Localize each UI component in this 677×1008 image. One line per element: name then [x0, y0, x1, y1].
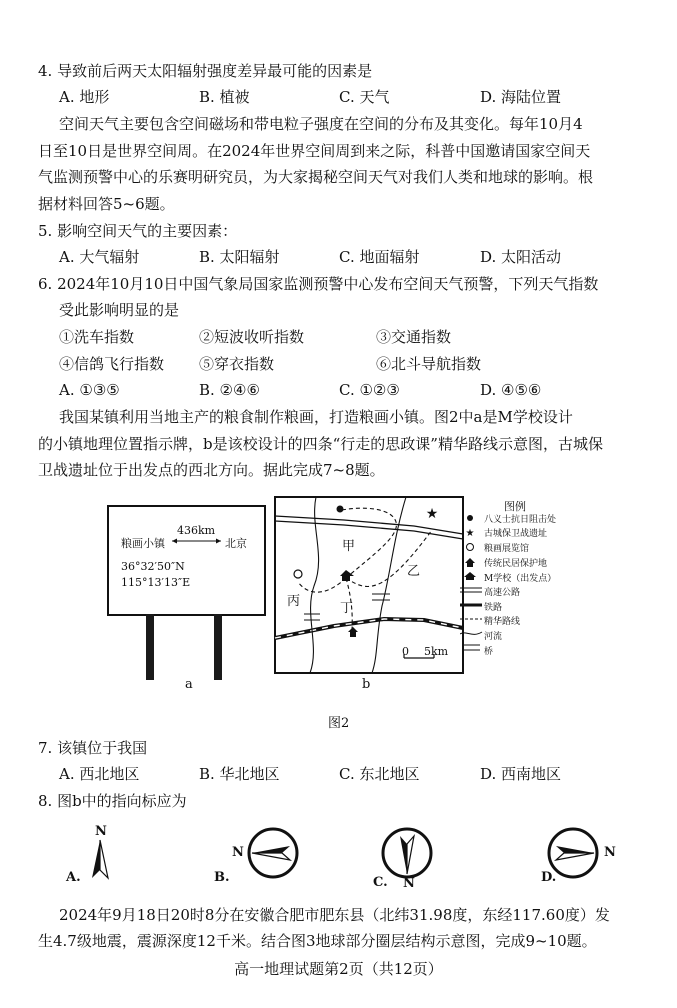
q7-stem: 7. 该镇位于我国 — [38, 739, 148, 757]
legend-item-3: 粮画展览馆 — [484, 544, 530, 554]
sign-longitude: 115°13′13″E — [121, 576, 191, 589]
q4-option-d: D. 海陆位置 — [480, 88, 562, 106]
q7-option-c: C. 东北地区 — [339, 765, 420, 783]
passage3-line-1: 2024年9月18日20时8分在安徽合肥市肥东县（北纬31.98度，东经117.60度）发 — [59, 906, 610, 924]
q8-option-a: A. — [66, 870, 81, 885]
legend-item-10: 桥 — [484, 647, 494, 657]
q5-stem: 5. 影响空间天气的主要因素： — [38, 222, 238, 240]
sign-post-left — [146, 614, 154, 680]
compass-a-n-label: N — [95, 824, 107, 839]
compass-c-north-down-icon — [380, 826, 434, 880]
q5-option-a: A. 大气辐射 — [59, 248, 140, 266]
figure-sublabel-b: b — [362, 677, 371, 692]
q6-option-c: C. ①②③ — [339, 381, 400, 399]
compass-d-n-label: N — [604, 845, 616, 860]
page-footer: 高一地理试题第2页（共12页） — [234, 960, 443, 978]
q8-option-b: B. — [214, 870, 230, 885]
svg-text:★: ★ — [465, 528, 475, 539]
q4-stem: 4. 导致前后两天太阳辐射强度差异最可能的因素是 — [38, 62, 373, 80]
q6-item-5: ⑤穿衣指数 — [199, 355, 275, 373]
compass-b-north-left-icon — [246, 826, 300, 880]
sign-town-name: 粮画小镇 — [121, 537, 165, 550]
legend-item-9: 河流 — [484, 632, 503, 642]
sign-destination: 北京 — [225, 537, 247, 550]
q6-stem-line-2: 受此影响明显的是 — [59, 301, 180, 319]
compass-c-n-label: N — [403, 876, 415, 891]
passage2-line-3: 卫战遗址位于出发点的西北方向。据此完成7~8题。 — [38, 461, 385, 479]
q6-option-a: A. ①③⑤ — [59, 381, 120, 399]
q6-option-b: B. ②④⑥ — [199, 381, 260, 399]
svg-text:★: ★ — [425, 506, 439, 522]
compass-a-north-up-icon — [80, 838, 120, 884]
q4-option-c: C. 天气 — [339, 88, 390, 106]
map-label-ding: 丁 — [340, 601, 354, 616]
q5-option-c: C. 地面辐射 — [339, 248, 420, 266]
passage3-line-2: 生4.7级地震，震源深度12千米。结合图3地球部分圈层结构示意图，完成9~10题。 — [38, 932, 597, 950]
legend-item-2: 古城保卫战遗址 — [484, 529, 548, 539]
q6-option-d: D. ④⑤⑥ — [480, 381, 542, 399]
q7-option-d: D. 西南地区 — [480, 765, 562, 783]
passage2-line-2: 的小镇地理位置指示牌，b是该校设计的四条“行走的思政课”精华路线示意图，古城保 — [38, 435, 603, 453]
passage2-line-1: 我国某镇利用当地主产的粮食制作粮画，打造粮画小镇。图2中a是M学校设计 — [59, 408, 573, 426]
location-sign-board — [107, 505, 266, 616]
q4-option-b: B. 植被 — [199, 88, 250, 106]
legend-item-4: 传统民居保护地 — [484, 559, 548, 569]
q5-option-b: B. 太阳辐射 — [199, 248, 280, 266]
figure-caption: 图2 — [328, 716, 350, 731]
sign-post-right — [214, 614, 222, 680]
q7-option-b: B. 华北地区 — [199, 765, 280, 783]
q6-item-2: ②短波收听指数 — [199, 328, 305, 346]
q6-item-1: ①洗车指数 — [59, 328, 135, 346]
compass-b-n-label: N — [232, 845, 244, 860]
passage1-line-1: 空间天气主要包含空间磁场和带电粒子强度在空间的分布及其变化。每年10月4 — [59, 115, 583, 133]
q7-option-a: A. 西北地区 — [59, 765, 140, 783]
legend-title: 图例 — [504, 500, 526, 513]
q5-option-d: D. 太阳活动 — [480, 248, 562, 266]
q8-option-c: C. — [373, 875, 388, 890]
passage1-line-2: 日至10日是世界空间周。在2024年世界空间周到来之际，科普中国邀请国家空间天 — [38, 142, 591, 160]
legend-item-7: 铁路 — [484, 603, 503, 613]
legend-item-1: 八义士抗日阻击处 — [484, 515, 557, 525]
q4-option-a: A. 地形 — [59, 88, 110, 106]
q8-stem: 8. 图b中的指向标应为 — [38, 792, 187, 810]
map-label-bing: 丙 — [287, 594, 301, 609]
figure-sublabel-a: a — [185, 677, 193, 692]
legend-item-5: M学校（出发点） — [484, 574, 557, 584]
legend-symbols — [460, 512, 486, 672]
passage1-line-3: 气监测预警中心的乐赛明研究员，为大家揭秘空间天气对我们人类和地球的影响。根 — [38, 168, 594, 186]
sign-distance: 436km — [177, 524, 216, 537]
legend-item-6: 高速公路 — [484, 588, 521, 598]
q6-item-3: ③交通指数 — [376, 328, 452, 346]
sign-latitude: 36°32′50″N — [121, 560, 185, 573]
map-label-jia: 甲 — [342, 539, 356, 554]
map-label-yi: 乙 — [407, 564, 421, 579]
q6-stem-line-1: 6. 2024年10月10日中国气象局国家监测预警中心发布空间天气预警，下列天气指数 — [38, 275, 599, 293]
q6-item-4: ④信鸽飞行指数 — [59, 355, 165, 373]
map-scale-zero: 0 — [402, 645, 409, 658]
legend-item-8: 精华路线 — [484, 617, 521, 627]
q6-item-6: ⑥北斗导航指数 — [376, 355, 482, 373]
passage1-line-4: 据材料回答5~6题。 — [38, 195, 175, 213]
map-scale-km: 5km — [424, 645, 449, 658]
q8-option-d: D. — [541, 870, 557, 885]
